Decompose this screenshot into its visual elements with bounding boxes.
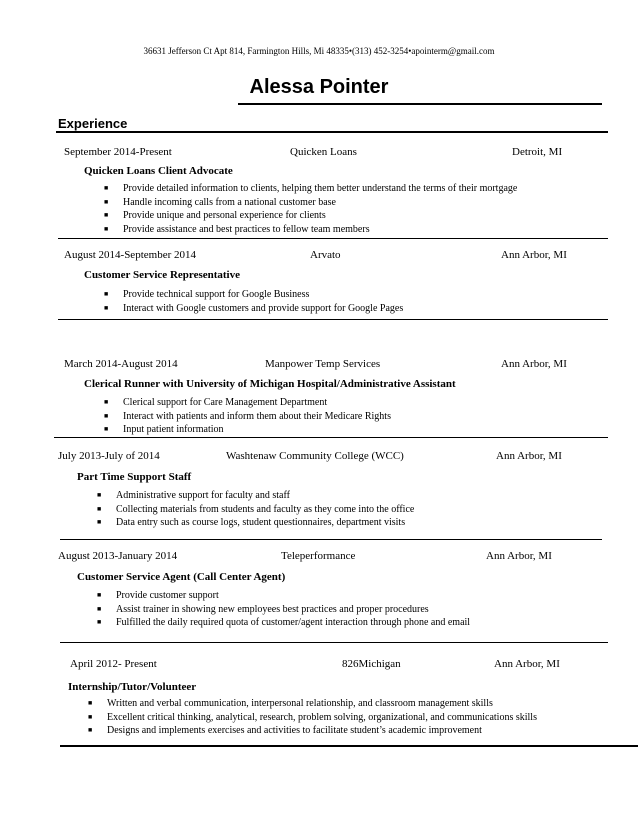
job-title: Part Time Support Staff xyxy=(77,471,192,483)
list-item: ■ Administrative support for faculty and staff xyxy=(93,489,414,503)
list-item: ■ Collecting materials from students and faculty as they come into the office xyxy=(93,503,414,517)
job-dates: August 2014-September 2014 xyxy=(64,249,196,261)
job-title: Customer Service Agent (Call Center Agent) xyxy=(77,571,286,583)
job-title: Customer Service Representative xyxy=(84,269,240,281)
job-location: Ann Arbor, MI xyxy=(496,450,562,462)
job-company: Quicken Loans xyxy=(290,146,357,158)
job-divider xyxy=(58,238,608,239)
job-divider xyxy=(60,539,602,540)
job-divider xyxy=(54,437,608,438)
job-bullets xyxy=(100,182,517,236)
job-company: Teleperformance xyxy=(281,550,356,562)
job-title: Internship/Tutor/Volunteer xyxy=(68,681,197,693)
list-item: ■ Fulfilled the daily required quota of customer/agent interaction through phone and email xyxy=(93,616,470,630)
job-title: Clerical Runner with University of Michigan Hospital/Administrative Assistant xyxy=(84,378,456,390)
list-item: ■ Excellent critical thinking, analytical, research, problem solving, organizational, and communications skills xyxy=(84,711,537,725)
list-item: ■ Interact with patients and inform them about their Medicare Rights xyxy=(100,410,391,424)
job-title: Quicken Loans Client Advocate xyxy=(84,165,233,177)
job-bullets xyxy=(93,489,414,530)
job-bullets xyxy=(100,396,391,437)
job-location: Ann Arbor, MI xyxy=(486,550,552,562)
list-item: ■ Written and verbal communication, interpersonal relationship, and classroom management skills xyxy=(84,697,537,711)
job-dates: March 2014-August 2014 xyxy=(64,358,178,370)
list-item: ■ Interact with Google customers and provide support for Google Pages xyxy=(100,302,403,316)
job-bullets xyxy=(84,697,537,738)
list-item: ■ Input patient information xyxy=(100,423,391,437)
job-location: Ann Arbor, MI xyxy=(494,658,560,670)
section-title-experience: Experience xyxy=(58,116,128,131)
candidate-name: Alessa Pointer xyxy=(249,76,389,98)
job-divider xyxy=(58,319,608,320)
list-item: ■ Provide unique and personal experience for clients xyxy=(100,209,517,223)
job-dates: July 2013-July of 2014 xyxy=(58,450,160,462)
job-divider xyxy=(60,642,608,643)
job-location: Ann Arbor, MI xyxy=(501,249,567,261)
list-item: ■ Provide assistance and best practices to fellow team members xyxy=(100,223,517,237)
list-item: ■ Designs and implements exercises and activities to facilitate student’s academic improvement xyxy=(84,724,537,738)
job-bullets xyxy=(100,288,403,315)
job-company: Arvato xyxy=(310,249,341,261)
footer-divider xyxy=(60,745,638,747)
job-location: Detroit, MI xyxy=(512,146,563,158)
job-company: 826Michigan xyxy=(342,658,401,670)
list-item: ■ Assist trainer in showing new employees best practices and proper procedures xyxy=(93,603,470,617)
list-item: ■ Provide customer support xyxy=(93,589,470,603)
list-item: ■ Provide technical support for Google Business xyxy=(100,288,403,302)
job-bullets xyxy=(93,589,470,630)
job-company: Washtenaw Community College (WCC) xyxy=(226,450,404,462)
list-item: ■ Data entry such as course logs, student questionnaires, department visits xyxy=(93,516,414,530)
name-divider xyxy=(238,103,602,105)
job-location: Ann Arbor, MI xyxy=(501,358,567,370)
job-dates: August 2013-January 2014 xyxy=(58,550,178,562)
list-item: ■ Provide detailed information to clients, helping them better understand the terms of their mortgage xyxy=(100,182,517,196)
list-item: ■ Clerical support for Care Management Department xyxy=(100,396,391,410)
job-dates: September 2014-Present xyxy=(64,146,172,158)
section-divider xyxy=(56,131,608,133)
list-item: ■ Handle incoming calls from a national customer base xyxy=(100,196,517,210)
contact-line: 36631 Jefferson Ct Apt 814, Farmington Hills, Mi 48335•(313) 452-3254•apointerm@gmail.com xyxy=(143,46,495,56)
job-company: Manpower Temp Services xyxy=(265,358,381,370)
job-dates: April 2012- Present xyxy=(70,658,157,670)
